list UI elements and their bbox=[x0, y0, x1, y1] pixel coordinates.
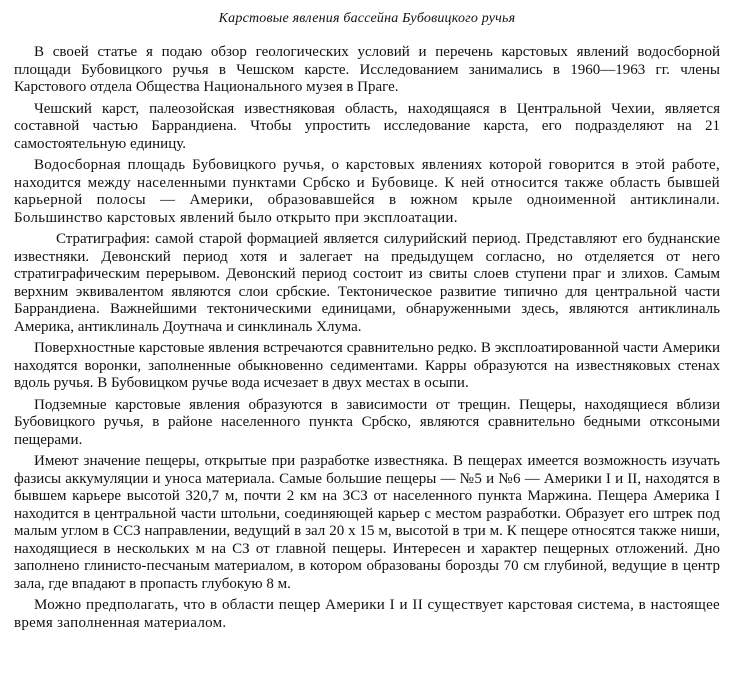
paragraph-watershed: Водосборная площадь Бубовицкого ручья, о карстовых явлениях которой говорится в этой работе, находится между населенными пунктами Србско и Бубовице. К ней относится также область бывшей карьерной полосы — Америки, образовавшейся в южном крыле одноименной антиклинали. Большинство карстовых явлений было открыто при эксплоатации. bbox=[14, 157, 720, 226]
paragraph-surface-karst: Поверхностные карстовые явления встречаются сравнительно редко. В эксплоатированной части Америки находятся воронки, заполненные обыкновенно седиментами. Карры образуются на известняковых стенах вдоль ручья. В Бубовицком ручье вода исчезает в двух местах в осыпи. bbox=[14, 340, 720, 391]
paragraph-intro: В своей статье я подаю обзор геологических условий и перечень карстовых явлений водосборной площади Бубовицкого ручья в Чешском карсте. Исследованием занимались в 1960—1963 гг. члены Карстового отдела Общества Национального музея в Праге. bbox=[14, 44, 720, 95]
paragraph-stratigraphy: Стратиграфия: самой старой формацией является силурийский период. Представляют его буднанские известняки. Девонский период хотя и залегает на предыдущем согласно, но отделяется от него стратиграфическим перерывом. Девонский период состоит из свиты слоев ступени праг и злихов. Самым верхним эквивалентом являются слои србские. Тектоническое развитие типично для центральной части Баррандиена. Важнейшими тектоническими единицами, обнаруженными здесь, являются антиклиналь Америка, антиклиналь Доутнача и синклиналь Хлума. bbox=[14, 231, 720, 335]
paragraph-conclusion: Можно предполагать, что в области пещер Америки I и II существует карстовая система, в настоящее время заполненная материалом. bbox=[14, 597, 720, 631]
paragraph-czech-karst: Чешский карст, палеозойская известняковая область, находящаяся в Центральной Чехии, является составной частью Баррандиена. Чтобы упростить исследование карста, его подразделяют на 21 самостоятельную единицу. bbox=[14, 100, 720, 152]
paragraph-caves: Имеют значение пещеры, открытые при разработке известняка. В пещерах имеется возможность изучать фазисы аккумуляции и уноса материала. Самые большие пещеры — №5 и №6 — Америки I и II, находятся в бывшем карьере высотой 320,7 м, почти 2 км на ЗСЗ от населенного пункта Маржина. Пещера Америка I находится в центральной части штольни, соединяющей карьер с местом разработки. Образует его штрек под малым углом в ССЗ направлении, ведущий в зал 20 x 15 м, высотой в три м. К пещере относятся также ниши, находящиеся в нескольких м на СЗ от главной пещеры. Интересен и характер пещерных отложений. Дно заполнено глинисто-песчаным материалом, в котором образованы борозды 70 см глубиной, ведущие в центр зала, где впадают в пропасть глубокую 8 м. bbox=[14, 453, 720, 592]
article-title: Карстовые явления бассейна Бубовицкого ручья bbox=[218, 11, 516, 26]
paragraph-underground-karst: Подземные карстовые явления образуются в зависимости от трещин. Пещеры, находящиеся вблизи Бубовицкого ручья, в районе населенного пункта Србско, являются сравнительно бедными отксоными пещерами. bbox=[14, 396, 720, 448]
